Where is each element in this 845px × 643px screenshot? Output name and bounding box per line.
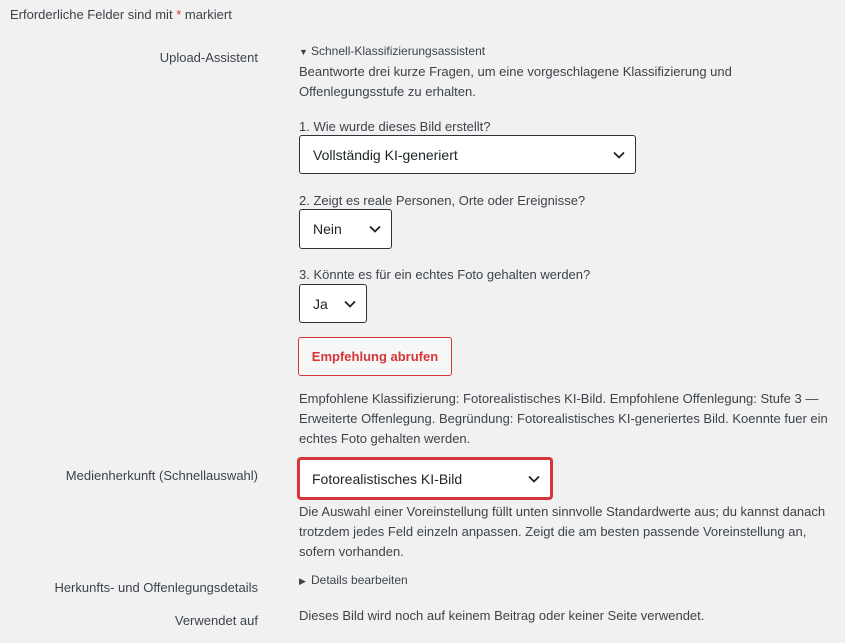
chevron-down-icon — [527, 472, 541, 486]
media-origin-value: Fotorealistisches KI-Bild — [312, 470, 463, 487]
required-note-suffix: markiert — [184, 7, 232, 22]
required-fields-note — [10, 7, 232, 22]
question-1-label: 1. Wie wurde dieses Bild erstellt? — [299, 119, 491, 134]
creation-method-select[interactable] — [299, 135, 636, 174]
recommendation-result: Empfohlene Klassifizierung: Fotorealistisches KI-Bild. Empfohlene Offenlegung: Stufe 3 — Erweiterte Offenlegung. Begründung: Fotorealistisches KI-generiertes Bild. Koennte fuer ein echtes Foto gehalten werden. — [299, 391, 828, 446]
chevron-down-icon — [612, 148, 626, 162]
required-note-prefix: Erforderliche Felder sind mit — [10, 7, 173, 22]
question-2-label: 2. Zeigt es reale Personen, Orte oder Ereignisse? — [299, 193, 586, 208]
required-star: * — [176, 7, 182, 22]
edit-details-label: Details bearbeiten — [311, 573, 408, 587]
triangle-down-icon: ▼ — [299, 47, 308, 57]
media-origin-select[interactable] — [298, 458, 552, 499]
creation-method-value: Vollständig KI-generiert — [313, 146, 458, 163]
chevron-down-icon — [368, 222, 382, 236]
media-origin-label: Medienherkunft (Schnellauswahl) — [65, 468, 258, 483]
photo-confusion-value: Ja — [313, 295, 328, 312]
get-recommendation-button[interactable]: Empfehlung abrufen — [298, 337, 452, 376]
quick-classifier-summary-label: Schnell-Klassifizierungsassistent — [311, 44, 486, 58]
assistant-intro: Beantworte drei kurze Fragen, um eine vorgeschlagene Klassifizierung und Offenlegungsstufe zu erhalten. — [299, 64, 732, 99]
triangle-right-icon: ▶ — [299, 576, 306, 586]
question-3-label: 3. Könnte es für ein echtes Foto gehalten werden? — [299, 267, 591, 282]
media-origin-help: Die Auswahl einer Voreinstellung füllt unten sinnvolle Standardwerte aus; du kannst danach trotzdem jedes Feld einzeln anpassen. Zeigt die am besten passende Voreinstellung an, sofern vorhanden. — [299, 504, 826, 559]
real-persons-value: Nein — [313, 221, 342, 237]
edit-details-summary[interactable] — [299, 573, 408, 587]
real-persons-select[interactable] — [299, 209, 392, 249]
used-on-text: Dieses Bild wird noch auf keinem Beitrag oder keiner Seite verwendet. — [299, 608, 705, 623]
quick-classifier-summary[interactable] — [299, 44, 485, 58]
origin-details-label: Herkunfts- und Offenlegungsdetails — [54, 580, 258, 595]
photo-confusion-select[interactable] — [299, 284, 367, 323]
chevron-down-icon — [343, 297, 357, 311]
upload-assistant-label: Upload-Assistent — [159, 50, 258, 65]
used-on-label: Verwendet auf — [174, 613, 258, 628]
